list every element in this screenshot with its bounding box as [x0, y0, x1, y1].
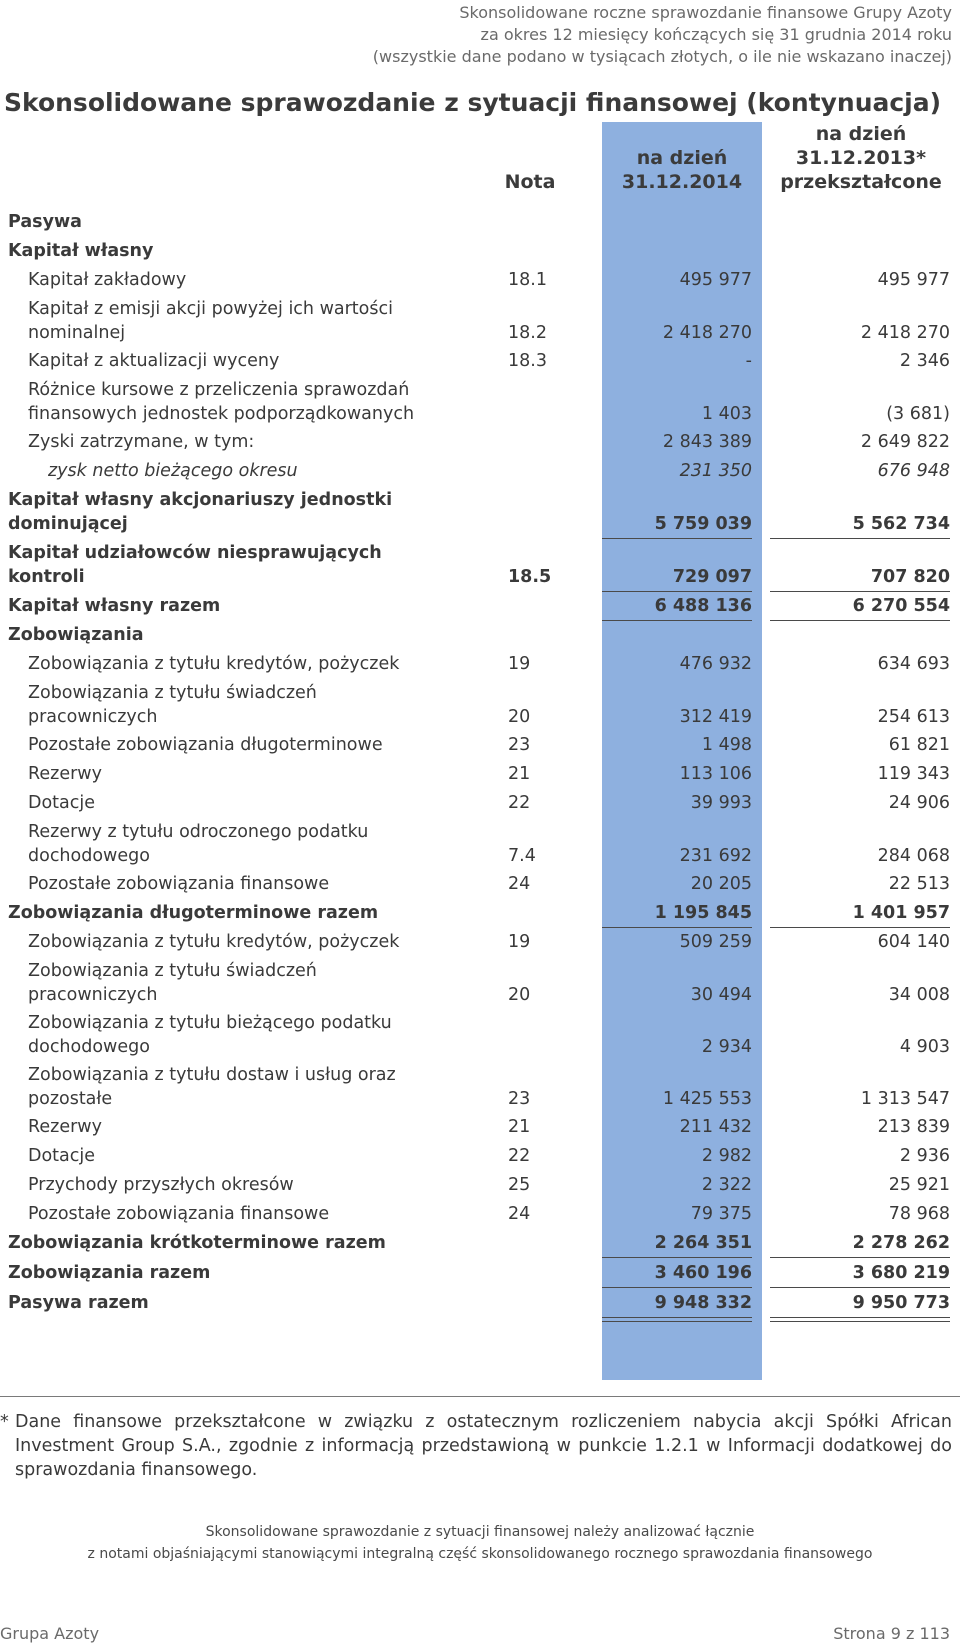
column-header-2014: na dzień 31.12.2014 — [621, 147, 743, 193]
row-value-2013: 284 068 — [877, 846, 950, 866]
row-value-2013: 2 649 822 — [860, 432, 950, 452]
row-value-2013: 78 968 — [888, 1204, 950, 1224]
table-row — [0, 820, 960, 868]
row-value-2014: 2 982 — [701, 1146, 752, 1166]
analysis-note — [0, 1521, 960, 1565]
page-title: Skonsolidowane sprawozdanie z sytuacji finansowej (kontynuacja) — [4, 88, 942, 117]
row-value-2013: 254 613 — [877, 707, 950, 727]
row-value-2014: 1 403 — [701, 404, 752, 424]
table-row — [0, 1115, 960, 1139]
column-header-nota: Nota — [504, 171, 556, 193]
total-rule-2013 — [770, 620, 950, 621]
row-value-2014: - — [745, 351, 752, 371]
row-label: zysk netto bieżącego okresu — [48, 461, 298, 481]
row-label: Zobowiązania krótkoterminowe razem — [8, 1233, 386, 1253]
row-note-ref: 25 — [508, 1175, 531, 1195]
row-value-2013: 213 839 — [877, 1117, 950, 1137]
row-label: Zobowiązania z tytułu kredytów, pożyczek — [28, 654, 400, 674]
row-value-2013: 1 313 547 — [860, 1089, 950, 1109]
total-rule-2014 — [602, 620, 752, 621]
row-value-2013: 34 008 — [888, 985, 950, 1005]
table-row — [0, 623, 960, 647]
table-row — [0, 297, 960, 345]
row-label: Zobowiązania z tytułu bieżącego podatku dochodowego — [28, 1013, 392, 1057]
footnote-text: Dane finansowe przekształcone w związku z ostatecznym rozliczeniem nabycia akcji Spółki African Investment Group S.A., zgodnie z informacją przedstawioną w punkcie 1.2.1 w Informacji dodatkowej do sprawozdania finansowego. — [15, 1412, 952, 1480]
row-value-2014: 79 375 — [690, 1204, 752, 1224]
table-row — [0, 872, 960, 896]
total-rule-2013 — [770, 927, 950, 928]
row-label: Kapitał z emisji akcji powyżej ich wartości nominalnej — [28, 299, 393, 343]
footer-page-number: Strona 9 z 113 — [833, 1624, 950, 1643]
total-rule-2013 — [770, 1287, 950, 1288]
row-value-2013: 604 140 — [877, 932, 950, 952]
table-row — [0, 1173, 960, 1197]
header-line-3: (wszystkie dane podano w tysiącach złotych, o ile nie wskazano inaczej) — [372, 47, 952, 66]
table-row — [0, 210, 960, 234]
row-note-ref: 22 — [508, 1146, 531, 1166]
table-row — [0, 1202, 960, 1226]
table-row — [0, 791, 960, 815]
row-note-ref: 21 — [508, 764, 531, 784]
table-row — [0, 349, 960, 373]
table-row — [0, 488, 960, 536]
table-row — [0, 930, 960, 954]
row-value-2013: 24 906 — [888, 793, 950, 813]
document-header — [373, 2, 952, 68]
row-value-2014: 1 425 553 — [662, 1089, 752, 1109]
row-note-ref: 20 — [508, 707, 531, 727]
row-note-ref: 7.4 — [508, 846, 536, 866]
row-label: Pasywa — [8, 212, 82, 232]
row-label: Kapitał własny razem — [8, 596, 221, 616]
table-row — [0, 1144, 960, 1168]
row-label: Pozostałe zobowiązania finansowe — [28, 874, 330, 894]
row-value-2014: 9 948 332 — [654, 1293, 752, 1313]
total-rule-2014 — [602, 927, 752, 928]
row-value-2013: 2 346 — [899, 351, 950, 371]
row-label: Kapitał własny — [8, 241, 154, 261]
table-row — [0, 652, 960, 676]
row-value-2014: 1 498 — [701, 735, 752, 755]
table-row — [0, 1011, 960, 1059]
row-note-ref: 23 — [508, 735, 531, 755]
row-value-2013: 1 401 957 — [852, 903, 950, 923]
row-value-2014: 5 759 039 — [654, 514, 752, 534]
row-note-ref: 20 — [508, 985, 531, 1005]
row-value-2013: 4 903 — [899, 1037, 950, 1057]
footnote-marker: * — [0, 1412, 9, 1432]
row-value-2014: 3 460 196 — [654, 1263, 752, 1283]
row-note-ref: 18.1 — [508, 270, 547, 290]
row-value-2013: 61 821 — [888, 735, 950, 755]
total-rule-2013 — [770, 1257, 950, 1258]
footnote-separator — [0, 1396, 960, 1397]
row-label: Zobowiązania długoterminowe razem — [8, 903, 379, 923]
row-value-2013: 9 950 773 — [852, 1293, 950, 1313]
table-row — [0, 1261, 960, 1285]
row-value-2013: 6 270 554 — [852, 596, 950, 616]
footnote — [0, 1410, 952, 1482]
row-value-2014: 2 934 — [701, 1037, 752, 1057]
row-note-ref: 18.3 — [508, 351, 547, 371]
row-note-ref: 22 — [508, 793, 531, 813]
table-row — [0, 681, 960, 729]
row-value-2014: 312 419 — [679, 707, 752, 727]
total-rule-2014 — [602, 591, 752, 592]
row-label: Przychody przyszłych okresów — [28, 1175, 294, 1195]
row-label: Rezerwy — [28, 764, 102, 784]
row-value-2013: 25 921 — [888, 1175, 950, 1195]
row-value-2014: 39 993 — [690, 793, 752, 813]
analysis-note-line-1: Skonsolidowane sprawozdanie z sytuacji finansowej należy analizować łącznie — [205, 1524, 755, 1540]
row-label: Pozostałe zobowiązania finansowe — [28, 1204, 330, 1224]
total-rule-2014 — [602, 1257, 752, 1258]
row-label: Zobowiązania razem — [8, 1263, 211, 1283]
row-label: Zobowiązania — [8, 625, 144, 645]
table-row — [0, 959, 960, 1007]
header-line-2: za okres 12 miesięcy kończących się 31 grudnia 2014 roku — [480, 25, 952, 44]
row-value-2013: 119 343 — [877, 764, 950, 784]
column-header-2013: na dzień 31.12.2013* przekształcone — [780, 123, 942, 193]
row-note-ref: 21 — [508, 1117, 531, 1137]
row-value-2014: 1 195 845 — [654, 903, 752, 923]
table-row — [0, 459, 960, 483]
total-rule-2013 — [770, 591, 950, 592]
total-rule-2014 — [602, 1317, 752, 1322]
header-line-1: Skonsolidowane roczne sprawozdanie finansowe Grupy Azoty — [459, 3, 952, 22]
row-value-2014: 476 932 — [679, 654, 752, 674]
row-label: Zyski zatrzymane, w tym: — [28, 432, 255, 452]
row-note-ref: 23 — [508, 1089, 531, 1109]
row-label: Zobowiązania z tytułu świadczeń pracowniczych — [28, 683, 317, 727]
row-label: Kapitał własny akcjonariuszy jednostki dominującej — [8, 490, 393, 534]
row-value-2013: 2 278 262 — [852, 1233, 950, 1253]
row-label: Zobowiązania z tytułu dostaw i usług oraz pozostałe — [28, 1065, 396, 1109]
table-row — [0, 733, 960, 757]
table-row — [0, 1291, 960, 1315]
row-value-2013: (3 681) — [886, 404, 950, 424]
row-label: Kapitał udziałowców niesprawujących kontroli — [8, 543, 382, 587]
row-value-2013: 2 936 — [899, 1146, 950, 1166]
row-value-2013: 707 820 — [870, 567, 950, 587]
row-value-2014: 729 097 — [672, 567, 752, 587]
table-row — [0, 541, 960, 589]
row-note-ref: 18.2 — [508, 323, 547, 343]
row-value-2013: 2 418 270 — [860, 323, 950, 343]
row-value-2014: 495 977 — [679, 270, 752, 290]
row-label: Pasywa razem — [8, 1293, 149, 1313]
row-note-ref: 19 — [508, 932, 531, 952]
row-value-2014: 2 843 389 — [662, 432, 752, 452]
table-row — [0, 1063, 960, 1111]
total-rule-2013 — [770, 1317, 950, 1322]
row-label: Kapitał z aktualizacji wyceny — [28, 351, 280, 371]
table-row — [0, 762, 960, 786]
row-value-2014: 2 264 351 — [654, 1233, 752, 1253]
row-label: Zobowiązania z tytułu świadczeń pracowniczych — [28, 961, 317, 1005]
row-value-2014: 6 488 136 — [654, 596, 752, 616]
row-value-2014: 509 259 — [679, 932, 752, 952]
row-value-2013: 5 562 734 — [852, 514, 950, 534]
table-row — [0, 239, 960, 263]
table-row — [0, 378, 960, 426]
footer-company: Grupa Azoty — [0, 1624, 100, 1643]
row-value-2013: 495 977 — [877, 270, 950, 290]
total-rule-2014 — [602, 538, 752, 539]
row-value-2014: 20 205 — [690, 874, 752, 894]
row-value-2014: 2 418 270 — [662, 323, 752, 343]
total-rule-2014 — [602, 1287, 752, 1288]
row-value-2013: 3 680 219 — [852, 1263, 950, 1283]
row-label: Rezerwy — [28, 1117, 102, 1137]
row-label: Różnice kursowe z przeliczenia sprawozdań finansowych jednostek podporządkowanych — [28, 380, 415, 424]
table-row — [0, 594, 960, 618]
row-value-2013: 634 693 — [877, 654, 950, 674]
row-note-ref: 19 — [508, 654, 531, 674]
table-row — [0, 1231, 960, 1255]
row-note-ref: 24 — [508, 874, 531, 894]
row-value-2014: 231 692 — [679, 846, 752, 866]
table-row — [0, 430, 960, 454]
row-label: Dotacje — [28, 793, 96, 813]
row-label: Pozostałe zobowiązania długoterminowe — [28, 735, 383, 755]
row-value-2014: 113 106 — [679, 764, 752, 784]
total-rule-2013 — [770, 538, 950, 539]
row-note-ref: 24 — [508, 1204, 531, 1224]
row-value-2013: 22 513 — [888, 874, 950, 894]
row-label: Dotacje — [28, 1146, 96, 1166]
row-note-ref: 18.5 — [508, 567, 552, 587]
row-value-2014: 30 494 — [690, 985, 752, 1005]
row-value-2013: 676 948 — [877, 461, 950, 481]
table-row — [0, 268, 960, 292]
table-row — [0, 901, 960, 925]
analysis-note-line-2: z notami objaśniającymi stanowiącymi integralną część skonsolidowanego rocznego sprawozdania finansowego — [87, 1546, 873, 1562]
row-value-2014: 231 350 — [679, 461, 752, 481]
row-label: Rezerwy z tytułu odroczonego podatku dochodowego — [28, 822, 369, 866]
row-label: Kapitał zakładowy — [28, 270, 187, 290]
row-value-2014: 2 322 — [701, 1175, 752, 1195]
row-value-2014: 211 432 — [679, 1117, 752, 1137]
row-label: Zobowiązania z tytułu kredytów, pożyczek — [28, 932, 400, 952]
